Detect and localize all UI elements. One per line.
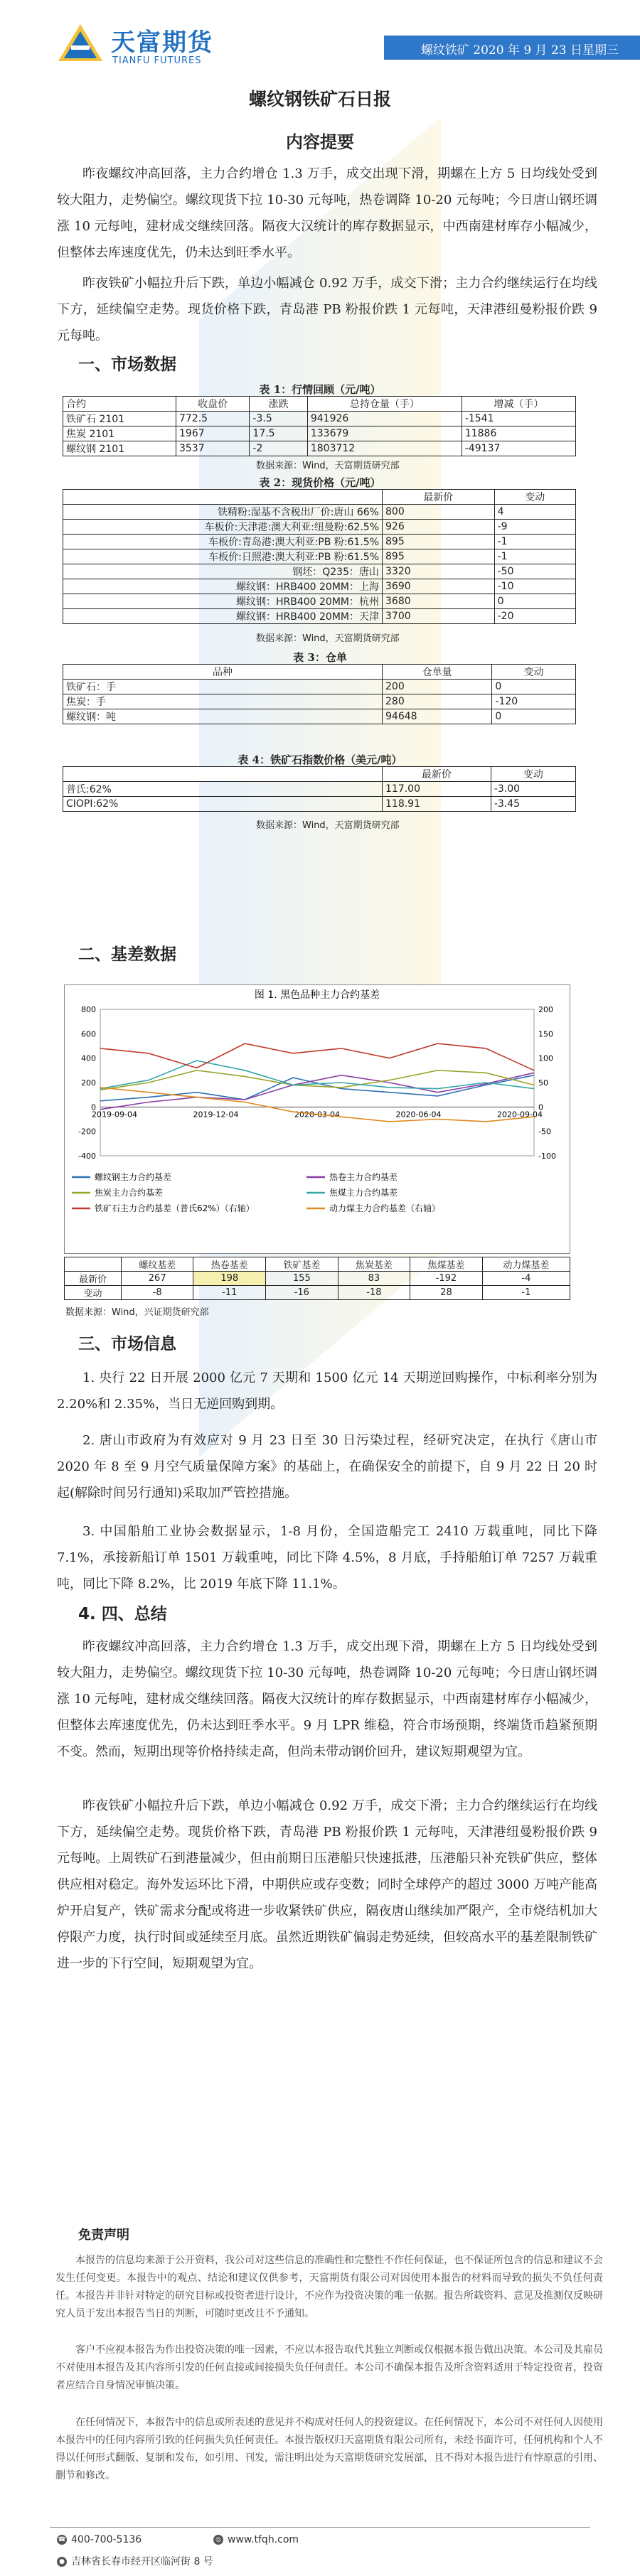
table-header: 总持仓量（手） xyxy=(307,397,462,412)
logo-mark-icon xyxy=(55,21,105,64)
table-cell: -3.00 xyxy=(491,782,575,797)
logo-cn-text: 天富期货 xyxy=(111,28,213,57)
legend-entry: 焦炭主力合约基差 xyxy=(95,1188,164,1198)
table-header: 最新价 xyxy=(383,767,491,782)
table-cell: -49137 xyxy=(462,441,575,456)
table-cell: 926 xyxy=(383,520,495,535)
table-header xyxy=(63,490,383,505)
legend-entry: 热卷主力合约基差 xyxy=(329,1172,398,1182)
table-cell: 267 xyxy=(121,1272,193,1286)
x-tick: 2019-09-04 xyxy=(92,1110,137,1120)
y-tick-right: -100 xyxy=(538,1152,556,1161)
table-row xyxy=(63,441,576,456)
table-row xyxy=(63,426,576,441)
table-row xyxy=(65,1272,570,1286)
table-cell: 车板价:日照港:澳大利亚:PB 粉:61.5% xyxy=(63,549,383,564)
page-footer xyxy=(0,2527,640,2576)
table-row xyxy=(63,694,576,709)
disclaimer-paragraph: 客户不应视本报告为作出投资决策的唯一因素，不应以本报告取代其独立判断或仅根据本报告做出决策。本公司及其雇员不对使用本报告及其内容所引发的任何直接或间接损失负任何责任。本公司不确保本报告及所含资料适用于特定投资者，投资者应结合自身情况审慎决策。 xyxy=(55,2344,603,2391)
table-cell: 94648 xyxy=(383,709,492,724)
chart-title: 图 1. 黑色品种主力合约基差 xyxy=(254,989,380,1001)
table-row xyxy=(63,535,576,549)
table-cell: 4 xyxy=(494,505,575,520)
basis-source: 数据来源：Wind，兴证期货研究部 xyxy=(65,1307,209,1318)
y-tick-right: -50 xyxy=(538,1127,551,1137)
logo-en-text: TIANFU FUTURES xyxy=(112,55,202,66)
table-cell: 螺纹钢：HRB400 20MM：上海 xyxy=(63,579,383,594)
table-cell: -10 xyxy=(494,579,575,594)
table-cell: 3320 xyxy=(383,564,495,579)
table-cell: 198 xyxy=(193,1272,266,1286)
series-line xyxy=(100,1043,534,1070)
table-row xyxy=(63,709,576,724)
table-header: 动力煤基差 xyxy=(482,1257,570,1272)
table4-source: 数据来源：Wind，天富期货研究部 xyxy=(256,820,400,831)
y-tick-right: 150 xyxy=(538,1029,553,1039)
table-header: 焦炭基差 xyxy=(338,1257,410,1272)
section-market-data: 一、市场数据 xyxy=(78,355,176,374)
table-cell: -9 xyxy=(494,520,575,535)
table-cell: 28 xyxy=(410,1286,483,1300)
phone-icon: ☎ xyxy=(58,2536,66,2543)
table-cell: 941926 xyxy=(307,412,462,426)
table-header: 合约 xyxy=(63,397,176,412)
x-tick: 2020-03-04 xyxy=(294,1110,340,1120)
table-cell: 11886 xyxy=(462,426,575,441)
table-cell: 155 xyxy=(266,1272,338,1286)
table-cell: 895 xyxy=(383,549,495,564)
summary-title: 内容提要 xyxy=(286,132,354,152)
table-cell: 117.00 xyxy=(383,782,491,797)
table-cell: 铁矿石 2101 xyxy=(63,412,176,426)
table-cell: -120 xyxy=(492,694,576,709)
table-header: 品种 xyxy=(63,665,383,680)
footer-website[interactable] xyxy=(213,2534,299,2545)
table-header: 仓单量 xyxy=(383,665,492,680)
basis-chart-svg xyxy=(65,985,570,1253)
table-cell: -1 xyxy=(494,549,575,564)
table-cell: 普氏:62% xyxy=(63,782,383,797)
x-tick: 2019-12-04 xyxy=(193,1110,239,1120)
table-header: 铁矿基差 xyxy=(266,1257,338,1272)
table1-source: 数据来源：Wind，天富期货研究部 xyxy=(256,461,400,471)
table-row xyxy=(63,609,576,624)
y-tick-right: 100 xyxy=(538,1053,553,1063)
table-cell: 3690 xyxy=(383,579,495,594)
y-tick-left: 400 xyxy=(81,1053,96,1063)
table-header: 变动 xyxy=(492,665,576,680)
table-cell: 0 xyxy=(492,680,576,694)
table-header: 焦煤基差 xyxy=(410,1257,483,1272)
info-item: 3. 中国船舶工业协会数据显示，1-8 月份，全国造船完工 2410 万载重吨，同比下降 7.1%，承接新船订单 1501 万载重吨，同比下降 4.5%，8 月底，手持船舶订单 7257 万载重吨，同比下降 8.2%，比 2019 年底下降 11.1%。 xyxy=(57,1524,597,1592)
footer-address xyxy=(57,2554,213,2568)
table-cell: 螺纹钢：吨 xyxy=(63,709,383,724)
table-row xyxy=(63,680,576,694)
table-cell: -1 xyxy=(482,1286,570,1300)
info-item: 1. 央行 22 日开展 2000 亿元 7 天期和 1500 亿元 14 天期逆回购操作，中标利率分别为 2.20%和 2.35%，当日无逆回购到期。 xyxy=(57,1370,597,1412)
table-header: 变动 xyxy=(491,767,575,782)
table-cell: 铁精粉:湿基不含税出厂价:唐山 66% xyxy=(63,505,383,520)
report-title: 螺纹钢铁矿石日报 xyxy=(248,89,391,109)
table-header xyxy=(65,1257,122,1272)
table-header: 收盘价 xyxy=(176,397,250,412)
table-cell: 895 xyxy=(383,535,495,549)
series-line xyxy=(100,1075,534,1101)
table-cell: 螺纹钢：HRB400 20MM：杭州 xyxy=(63,594,383,609)
table-cell: 1967 xyxy=(176,426,250,441)
table-cell: -20 xyxy=(494,609,575,624)
table-cell: -11 xyxy=(193,1286,266,1300)
iron-index-table xyxy=(63,766,576,812)
disclaimer-title: 免责声明 xyxy=(78,2228,129,2243)
legend-entry: 焦煤主力合约基差 xyxy=(329,1188,398,1198)
legend-entry: 铁矿石主力合约基差（普氏62%）（右轴） xyxy=(95,1203,255,1213)
location-icon: ● xyxy=(57,2557,67,2567)
table-cell: -1541 xyxy=(462,412,575,426)
globe-icon: ◎ xyxy=(213,2535,223,2545)
legend-entry: 螺纹钢主力合约基差 xyxy=(95,1172,172,1182)
table-header xyxy=(63,767,383,782)
x-tick: 2020-06-04 xyxy=(395,1110,442,1120)
y-tick-left: -200 xyxy=(78,1127,96,1137)
y-tick-left: 600 xyxy=(81,1029,96,1039)
footer-addr-text: 吉林省长春市经开区临河街 8 号 xyxy=(71,2556,213,2567)
table2-caption: 表 2：现货价格（元/吨） xyxy=(259,476,381,489)
footer-site-text: www.tfqh.com xyxy=(228,2534,299,2545)
section-summary: 4. 四、总结 xyxy=(78,1605,167,1624)
table-cell: 3700 xyxy=(383,609,495,624)
table-cell: -50 xyxy=(494,564,575,579)
series-line xyxy=(100,1061,534,1089)
section-market-info: 三、市场信息 xyxy=(78,1335,176,1353)
table-row xyxy=(63,564,576,579)
table-cell: -18 xyxy=(338,1286,410,1300)
page-header xyxy=(0,0,640,85)
table-header: 热卷基差 xyxy=(193,1257,266,1272)
table-cell: 133679 xyxy=(307,426,462,441)
footer-phone[interactable] xyxy=(57,2534,142,2545)
y-tick-right: 0 xyxy=(538,1102,543,1112)
y-tick-left: 800 xyxy=(81,1005,96,1014)
disclaimer-paragraph: 在任何情况下，本报告中的信息或所表述的意见并不构成对任何人的投资建议。在任何情况下，本公司不对任何人因使用本报告中的任何内容所引致的任何损失负任何责任。本报告版权归天富期货有限公司所有，未经书面许可，任何机构和个人不得以任何形式翻版、复制和发布，如引用、刊发，需注明出处为天富期货研究发展部，且不得对本报告进行有悖原意的引用、删节和修改。 xyxy=(55,2417,603,2481)
table-cell: -3.45 xyxy=(491,797,575,812)
table2-source: 数据来源：Wind，天富期货研究部 xyxy=(256,633,400,644)
table-cell: 车板价:天津港:澳大利亚:纽曼粉:62.5% xyxy=(63,520,383,535)
table-cell: 0 xyxy=(492,709,576,724)
quote-table xyxy=(63,396,576,456)
table-cell: 3537 xyxy=(176,441,250,456)
table-header: 变动 xyxy=(494,490,575,505)
table-cell: 280 xyxy=(383,694,492,709)
table-cell: 800 xyxy=(383,505,495,520)
info-item: 2. 唐山市政府为有效应对 9 月 23 日至 30 日污染过程，经研究决定，在执行《唐山市 2020 年 8 至 9 月空气质量保障方案》的基础上，在确保安全的前提下，自 9 月 22 日 20 时起(解除时间另行通知)采取加严管控措施。 xyxy=(57,1433,597,1501)
table-cell: 螺纹钢：HRB400 20MM：天津 xyxy=(63,609,383,624)
table-cell: CIOPI:62% xyxy=(63,797,383,812)
header-date: 螺纹铁矿 2020 年 9 月 23 日星期三 xyxy=(420,43,619,58)
table-cell: 最新价 xyxy=(65,1272,122,1286)
table-row xyxy=(63,549,576,564)
table-cell: -1 xyxy=(494,535,575,549)
y-tick-right: 50 xyxy=(538,1078,548,1088)
table-cell: 17.5 xyxy=(250,426,307,441)
basis-chart xyxy=(64,984,570,1254)
table-cell: 1803712 xyxy=(307,441,462,456)
table-cell: 3680 xyxy=(383,594,495,609)
x-tick: 2020-09-04 xyxy=(497,1110,543,1120)
disclaimer-paragraph: 本报告的信息均来源于公开资料，我公司对这些信息的准确性和完整性不作任何保证，也不保证所包含的信息和建议不会发生任何变更。本报告中的观点、结论和建议仅供参考，天富期货有限公司对因使用本报告的材料而导致的损失不负任何责任。本报告并非针对特定的研究目标或投资者进行设计，不应作为投资决策的唯一依据。报告所载资料、意见及推测仅反映研究人员于发出本报告当日的判断，可随时更改且不予通知。 xyxy=(55,2255,603,2319)
table-row xyxy=(63,505,576,520)
table4-caption: 表 4：铁矿石指数价格（美元/吨） xyxy=(238,753,402,766)
header-band xyxy=(384,36,640,60)
table-cell: 螺纹钢 2101 xyxy=(63,441,176,456)
table-row xyxy=(63,782,576,797)
table-header: 最新价 xyxy=(383,490,495,505)
table-cell: 0 xyxy=(494,594,575,609)
table-cell: -4 xyxy=(482,1272,570,1286)
table-cell: 变动 xyxy=(65,1286,122,1300)
legend-entry: 动力煤主力合约基差（右轴） xyxy=(329,1203,441,1213)
table-cell: -16 xyxy=(266,1286,338,1300)
y-tick-right: 200 xyxy=(538,1005,553,1014)
table-header: 增减（手） xyxy=(462,397,575,412)
table-cell: -3.5 xyxy=(250,412,307,426)
table-row xyxy=(63,520,576,535)
table1-caption: 表 1：行情回顾（元/吨） xyxy=(259,383,381,396)
y-tick-left: -400 xyxy=(78,1152,96,1161)
summary-paragraph-2: 昨夜铁矿小幅拉升后下跌，单边小幅减仓 0.92 万手，成交下滑；主力合约继续运行在均线下方，延续偏空走势。现货价格下跌，青岛港 PB 粉报价跌 1 元每吨，天津港纽曼粉报价跌 9 元每吨。 xyxy=(57,276,597,343)
table-cell: 车板价:青岛港:澳大利亚:PB 粉:61.5% xyxy=(63,535,383,549)
table-row xyxy=(65,1286,570,1300)
summary-conclusion-1: 昨夜螺纹冲高回落，主力合约增仓 1.3 万手，成交出现下滑，期螺在上方 5 日均线处受到较大阻力，走势偏空。螺纹现货下拉 10-30 元每吨，热卷调降 10-20 元每吨；今日唐山钢坯调涨 10 元每吨，建材成交继续回落。隔夜大汉统计的库存数据显示，中西南建材库存小幅减少，但整体去库速度优先，仍未达到旺季水平。9 月 LPR 维稳，符合市场预期，终端货币趋紧预期不变。然而，短期出现等价格持续走高，但尚未带动钢价回升，建议短期观望为宜。 xyxy=(57,1639,597,1759)
table-cell: 200 xyxy=(383,680,492,694)
plot-area xyxy=(100,1009,534,1156)
section-basis-data: 二、基差数据 xyxy=(78,945,176,964)
basis-table xyxy=(64,1257,570,1300)
y-tick-left: 0 xyxy=(91,1102,96,1112)
table-cell: 焦炭：手 xyxy=(63,694,383,709)
table-row xyxy=(63,594,576,609)
table-row xyxy=(63,579,576,594)
footer-phone-text: 400-700-5136 xyxy=(71,2534,142,2545)
table-cell: 772.5 xyxy=(176,412,250,426)
y-tick-left: 200 xyxy=(81,1078,96,1088)
spot-price-table xyxy=(63,489,576,624)
table-cell: 钢坯：Q235：唐山 xyxy=(63,564,383,579)
company-logo xyxy=(55,20,219,70)
table-cell: 118.91 xyxy=(383,797,491,812)
table-cell: -2 xyxy=(250,441,307,456)
table-header: 涨跌 xyxy=(250,397,307,412)
table-cell: 83 xyxy=(338,1272,410,1286)
table-cell: 铁矿石：手 xyxy=(63,680,383,694)
summary-conclusion-2: 昨夜铁矿小幅拉升后下跌，单边小幅减仓 0.92 万手，成交下滑；主力合约继续运行在均线下方，延续偏空走势。现货价格下跌，青岛港 PB 粉报价跌 1 元每吨，天津港纽曼粉报价跌 9 元每吨。上周铁矿石到港量减少，但由前期日压港船只快速抵港，压港船只补充铁矿供应，整体供应相对稳定。海外发运环比下滑，中期供应或存变数；同时全球停产的超过 3000 万吨产能高炉开启复产，铁矿需求分配或将进一步收紧铁矿供应，隔夜唐山继续加严限产，全市烧结机加大停限产力度，执行时间或延续至月底。虽然近期铁矿偏弱走势延续，但较高水平的基差限制铁矿进一步的下行空间，短期观望为宜。 xyxy=(57,1798,597,1971)
table-cell: -8 xyxy=(121,1286,193,1300)
table-cell: -192 xyxy=(410,1272,483,1286)
table-row xyxy=(63,797,576,812)
summary-paragraph-1: 昨夜螺纹冲高回落，主力合约增仓 1.3 万手，成交出现下滑，期螺在上方 5 日均线处受到较大阻力，走势偏空。螺纹现货下拉 10-30 元每吨，热卷调降 10-20 元每吨；今日唐山钢坯调涨 10 元每吨，建材成交继续回落。隔夜大汉统计的库存数据显示，中西南建材库存小幅减少，但整体去库速度优先，仍未达到旺季水平。 xyxy=(57,166,597,260)
warehouse-table xyxy=(63,664,576,724)
table-cell: 焦炭 2101 xyxy=(63,426,176,441)
table3-caption: 表 3：仓单 xyxy=(293,651,347,664)
table-row xyxy=(63,412,576,426)
table-header: 螺纹基差 xyxy=(121,1257,193,1272)
